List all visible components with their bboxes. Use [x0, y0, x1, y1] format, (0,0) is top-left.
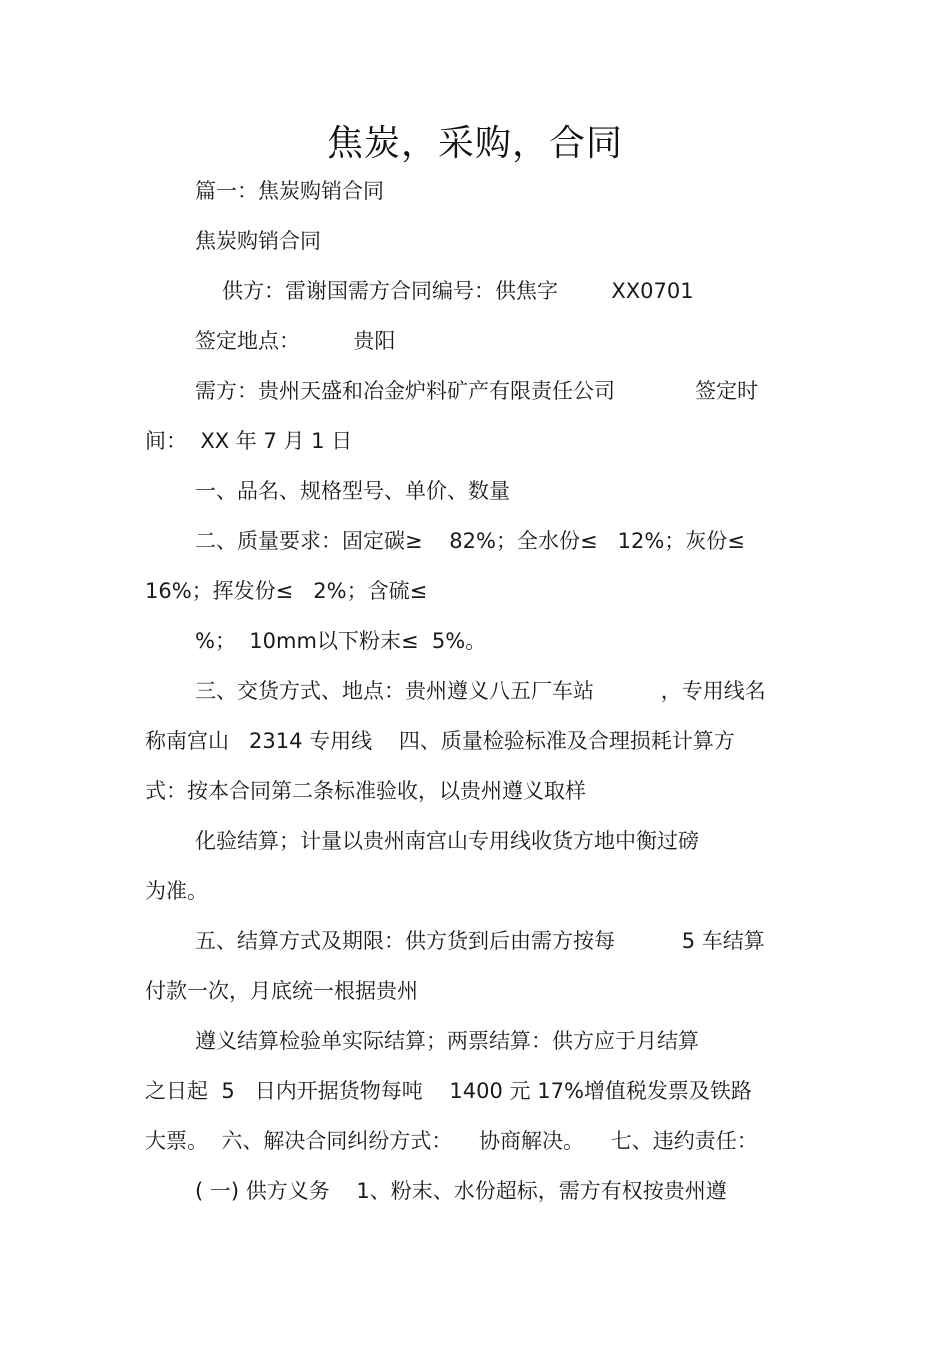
section-3-line: 三、交货方式、地点：贵州遵义八五厂车站 ，专用线名	[195, 679, 766, 703]
section-1-line: 一、品名、规格型号、单价、数量	[195, 479, 510, 503]
buyer-line: 需方：贵州天盛和冶金炉料矿产有限责任公司 签定时	[195, 379, 759, 403]
signing-date-line: 间： XX 年 7 月 1 日	[145, 429, 353, 453]
section-5-settle-line: 遵义结算检验单实际结算；两票结算：供方应于月结算	[195, 1029, 699, 1053]
supplier-line: 供方：雷谢国需方合同编号：供焦字 XX0701	[222, 279, 694, 303]
section-2-cont-line: 16%；挥发份≤ 2%；含硫≤	[145, 579, 428, 603]
section-6-7-line: 大票。 六、解决合同纠纷方式： 协商解决。 七、违约责任：	[145, 1129, 758, 1153]
section-2-end-line: %； 10mm以下粉末≤ 5%。	[195, 629, 487, 653]
section-4-measure-line: 化验结算；计量以贵州南宫山专用线收货方地中衡过磅	[195, 829, 699, 853]
section-4-cont-line: 式：按本合同第二条标准验收，以贵州遵义取样	[145, 779, 586, 803]
section-4-end-line: 为准。	[145, 879, 208, 903]
document-title: 焦炭，采购，合同	[326, 123, 623, 164]
section-3-4-line: 称南宫山 2314 专用线 四、质量检验标准及合理损耗计算方	[145, 729, 735, 753]
section-5-invoice-line: 之日起 5 日内开据货物每吨 1400 元 17%增值税发票及铁路	[145, 1079, 752, 1103]
section-2-line: 二、质量要求：固定碳≥ 82%；全水份≤ 12%；灰份≤	[195, 529, 745, 553]
chapter-heading: 篇一：焦炭购销合同	[195, 179, 384, 203]
supplier-duty-line: ( 一) 供方义务 1、粉末、水份超标，需方有权按贵州遵	[195, 1179, 727, 1203]
section-5-cont-line: 付款一次，月底统一根据贵州	[145, 979, 418, 1003]
section-5-line: 五、结算方式及期限：供方货到后由需方按每 5 车结算	[195, 929, 765, 953]
signing-place-line: 签定地点： 贵阳	[195, 329, 396, 353]
contract-title: 焦炭购销合同	[195, 229, 321, 253]
